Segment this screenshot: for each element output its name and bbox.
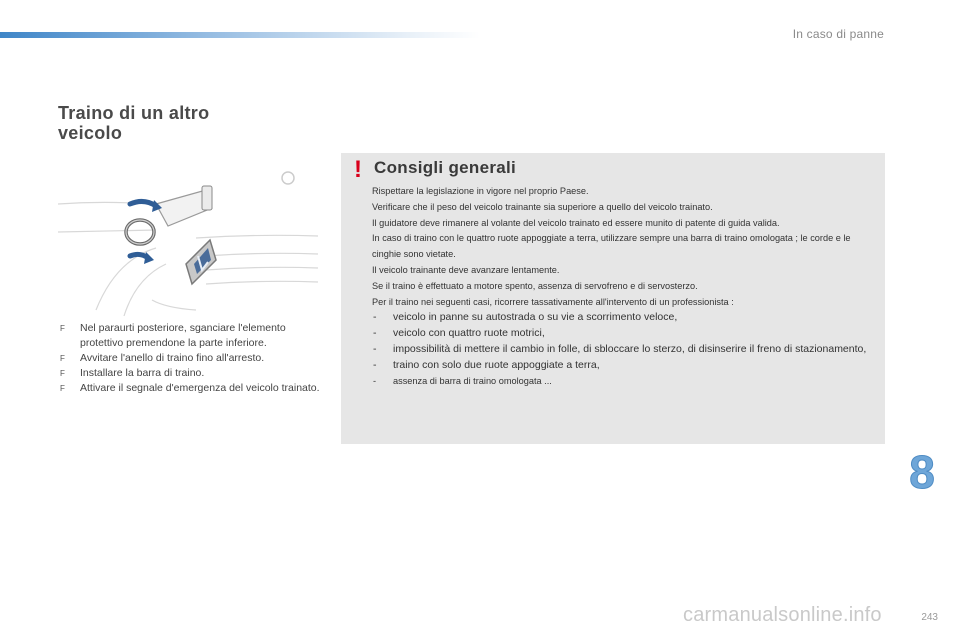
step-text: Nel paraurti posteriore, sganciare l'elemento protettivo premendone la parte inferiore. xyxy=(80,322,286,349)
list-item: - veicolo in panne su autostrada o su vie a scorrimento veloce, xyxy=(373,311,678,324)
list-item xyxy=(60,351,328,366)
section-title-line2: veicolo xyxy=(58,123,123,143)
watermark-text: carmanualsonline.info xyxy=(683,604,882,626)
advice-paragraph: In caso di traino con le quattro ruote appoggiate a terra, utilizzare sempre una barra di traino omologata ; le corde e le cinghie sono vietate. xyxy=(372,233,851,260)
step-text: Attivare il segnale d'emergenza del veicolo trainato. xyxy=(80,382,320,394)
advice-paragraph: Verificare che il peso del veicolo trainante sia superiore a quello del veicolo trainato. xyxy=(372,201,713,212)
tow-hook-icon xyxy=(186,240,216,284)
case-text: traino con solo due ruote appoggiate a terra, xyxy=(393,358,600,371)
section-title-line1: Traino di un altro xyxy=(58,103,210,123)
advice-paragraph: Per il traino nei seguenti casi, ricorrere tassativamente all'intervento di un professionista : xyxy=(372,296,734,307)
page-number: 243 xyxy=(921,612,938,623)
list-item xyxy=(60,321,328,351)
list-item: - impossibilità di mettere il cambio in folle, di sbloccare lo sterzo, di disinserire il freno di stazionamento, xyxy=(373,342,867,355)
step-text: Installare la barra di traino. xyxy=(80,367,205,379)
advice-paragraph: Il veicolo trainante deve avanzare lentamente. xyxy=(372,264,560,275)
advice-paragraph: Rispettare la legislazione in vigore nel proprio Paese. xyxy=(372,186,589,196)
warning-exclamation-icon: ! xyxy=(354,156,362,183)
advice-body xyxy=(372,184,878,389)
section-title xyxy=(58,103,209,143)
instruction-list xyxy=(60,321,328,396)
list-item xyxy=(60,366,328,381)
advice-paragraph: Il guidatore deve rimanere al volante del veicolo trainato ed essere munito di patente di guida valida. xyxy=(372,217,780,228)
bullet-icon: F xyxy=(60,354,65,363)
step-text: Avvitare l'anello di traino fino all'arresto. xyxy=(80,352,265,364)
list-item: - traino con solo due ruote appoggiate a terra, xyxy=(373,358,600,371)
case-text: veicolo in panne su autostrada o su vie a scorrimento veloce, xyxy=(393,311,678,324)
bullet-icon: F xyxy=(60,384,65,393)
tow-ring-illustration xyxy=(56,160,320,318)
list-item xyxy=(60,381,328,396)
case-text: veicolo con quattro ruote motrici, xyxy=(393,327,545,340)
advice-paragraph: Se il traino è effettuato a motore spento, assenza di servofreno e di servosterzo. xyxy=(372,280,698,291)
case-text: assenza di barra di traino omologata ... xyxy=(393,375,552,386)
list-item: - assenza di barra di traino omologata ... xyxy=(373,375,552,386)
advice-title: Consigli generali xyxy=(374,158,517,177)
professional-cases-list xyxy=(372,310,878,389)
bullet-icon: F xyxy=(60,369,65,378)
arrow-icon xyxy=(130,252,154,264)
arrow-icon xyxy=(130,200,162,212)
list-item: - veicolo con quattro ruote motrici, xyxy=(373,327,545,340)
advice-box xyxy=(341,153,885,444)
header-accent-bar xyxy=(0,32,480,38)
chapter-number-tab: 8 xyxy=(909,446,935,498)
case-text: impossibilità di mettere il cambio in folle, di sbloccare lo sterzo, di disinserire il freno di stazionamento, xyxy=(393,342,867,355)
bullet-icon: F xyxy=(60,324,65,333)
chapter-title: In caso di panne xyxy=(792,27,884,41)
